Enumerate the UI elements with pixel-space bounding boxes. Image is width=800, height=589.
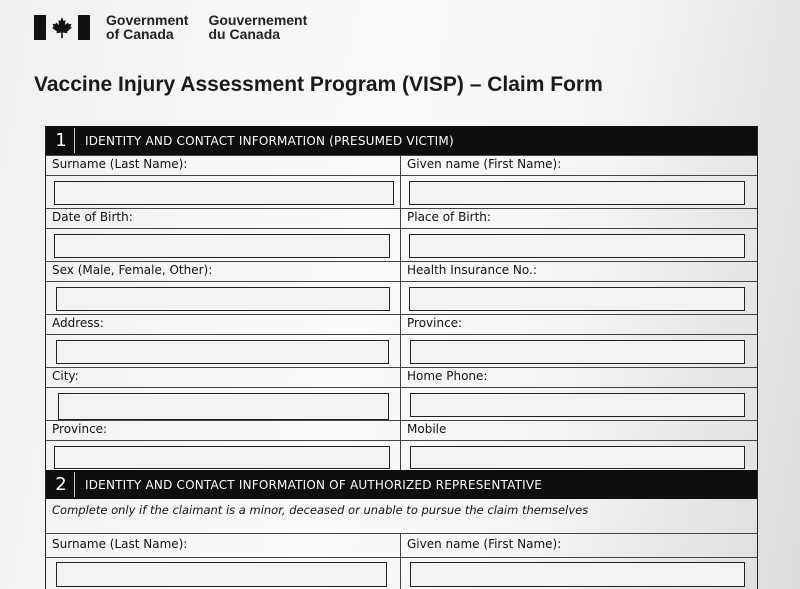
canada-flag-icon <box>34 15 90 40</box>
gov-header <box>34 12 327 42</box>
form-row <box>46 314 757 368</box>
gov-wordmark-fr <box>208 13 307 41</box>
field-given-name <box>401 156 757 209</box>
gov-fr-line2: du Canada <box>208 26 281 42</box>
mobile-input[interactable] <box>410 446 745 469</box>
gov-en-line2: of Canada <box>106 26 174 42</box>
field-label: Date of Birth: <box>52 210 133 224</box>
claim-form <box>45 126 758 589</box>
field-rep-given-name <box>401 534 757 589</box>
field-place-of-birth <box>401 209 757 262</box>
field-label: Sex (Male, Female, Other): <box>52 263 213 277</box>
section-1-header <box>46 126 757 155</box>
field-label: Given name (First Name): <box>407 537 562 551</box>
field-label: Province: <box>52 422 108 436</box>
health-insurance-input[interactable] <box>409 287 745 311</box>
field-mobile <box>401 421 757 471</box>
section-1-title: IDENTITY AND CONTACT INFORMATION (PRESUMED VICTIM) <box>85 133 454 148</box>
date-of-birth-input[interactable] <box>54 234 390 258</box>
rep-surname-input[interactable] <box>56 562 387 587</box>
field-label: City: <box>52 369 79 383</box>
home-phone-input[interactable] <box>410 393 745 417</box>
form-row <box>46 420 757 471</box>
field-province-2 <box>46 421 401 471</box>
form-row <box>46 261 757 315</box>
surname-input[interactable] <box>54 181 394 205</box>
province-input[interactable] <box>410 340 745 364</box>
field-rep-surname <box>46 534 401 589</box>
field-label: Surname (Last Name): <box>52 537 188 551</box>
field-label: Place of Birth: <box>407 210 491 224</box>
province-input-2[interactable] <box>54 446 390 469</box>
section-2-title: IDENTITY AND CONTACT INFORMATION OF AUTHORIZED REPRESENTATIVE <box>85 477 543 492</box>
field-label: Address: <box>52 316 104 330</box>
gov-fr-line1: Gouvernement <box>208 12 308 28</box>
section-2-header <box>46 470 757 499</box>
form-row <box>46 533 757 589</box>
form-row <box>46 367 757 421</box>
section-2-number: 2 <box>48 472 75 497</box>
field-label: Province: <box>407 316 463 330</box>
form-row <box>46 155 757 209</box>
address-input[interactable] <box>56 340 389 364</box>
field-date-of-birth <box>46 209 401 262</box>
field-address <box>46 315 401 368</box>
rep-given-name-input[interactable] <box>410 562 745 587</box>
field-label: Health Insurance No.: <box>407 263 537 277</box>
field-sex <box>46 262 401 315</box>
field-home-phone <box>401 368 757 421</box>
field-city <box>46 368 401 421</box>
form-row <box>46 208 757 262</box>
city-input[interactable] <box>58 393 389 420</box>
field-province <box>401 315 757 368</box>
section-2-note: Complete only if the claimant is a minor, deceased or unable to pursue the claim themselves <box>52 503 589 517</box>
sex-input[interactable] <box>56 287 390 311</box>
field-label: Mobile <box>407 422 447 436</box>
field-health-insurance <box>401 262 757 315</box>
given-name-input[interactable] <box>409 181 745 205</box>
section-1-number: 1 <box>48 128 75 153</box>
place-of-birth-input[interactable] <box>409 234 745 258</box>
field-label: Surname (Last Name): <box>52 157 188 171</box>
gov-en-line1: Government <box>106 12 189 28</box>
page-title: Vaccine Injury Assessment Program (VISP) – Claim Form <box>34 73 603 96</box>
field-label: Given name (First Name): <box>407 157 562 171</box>
gov-wordmark-en <box>106 13 188 41</box>
field-surname <box>46 156 401 209</box>
field-label: Home Phone: <box>407 369 488 383</box>
